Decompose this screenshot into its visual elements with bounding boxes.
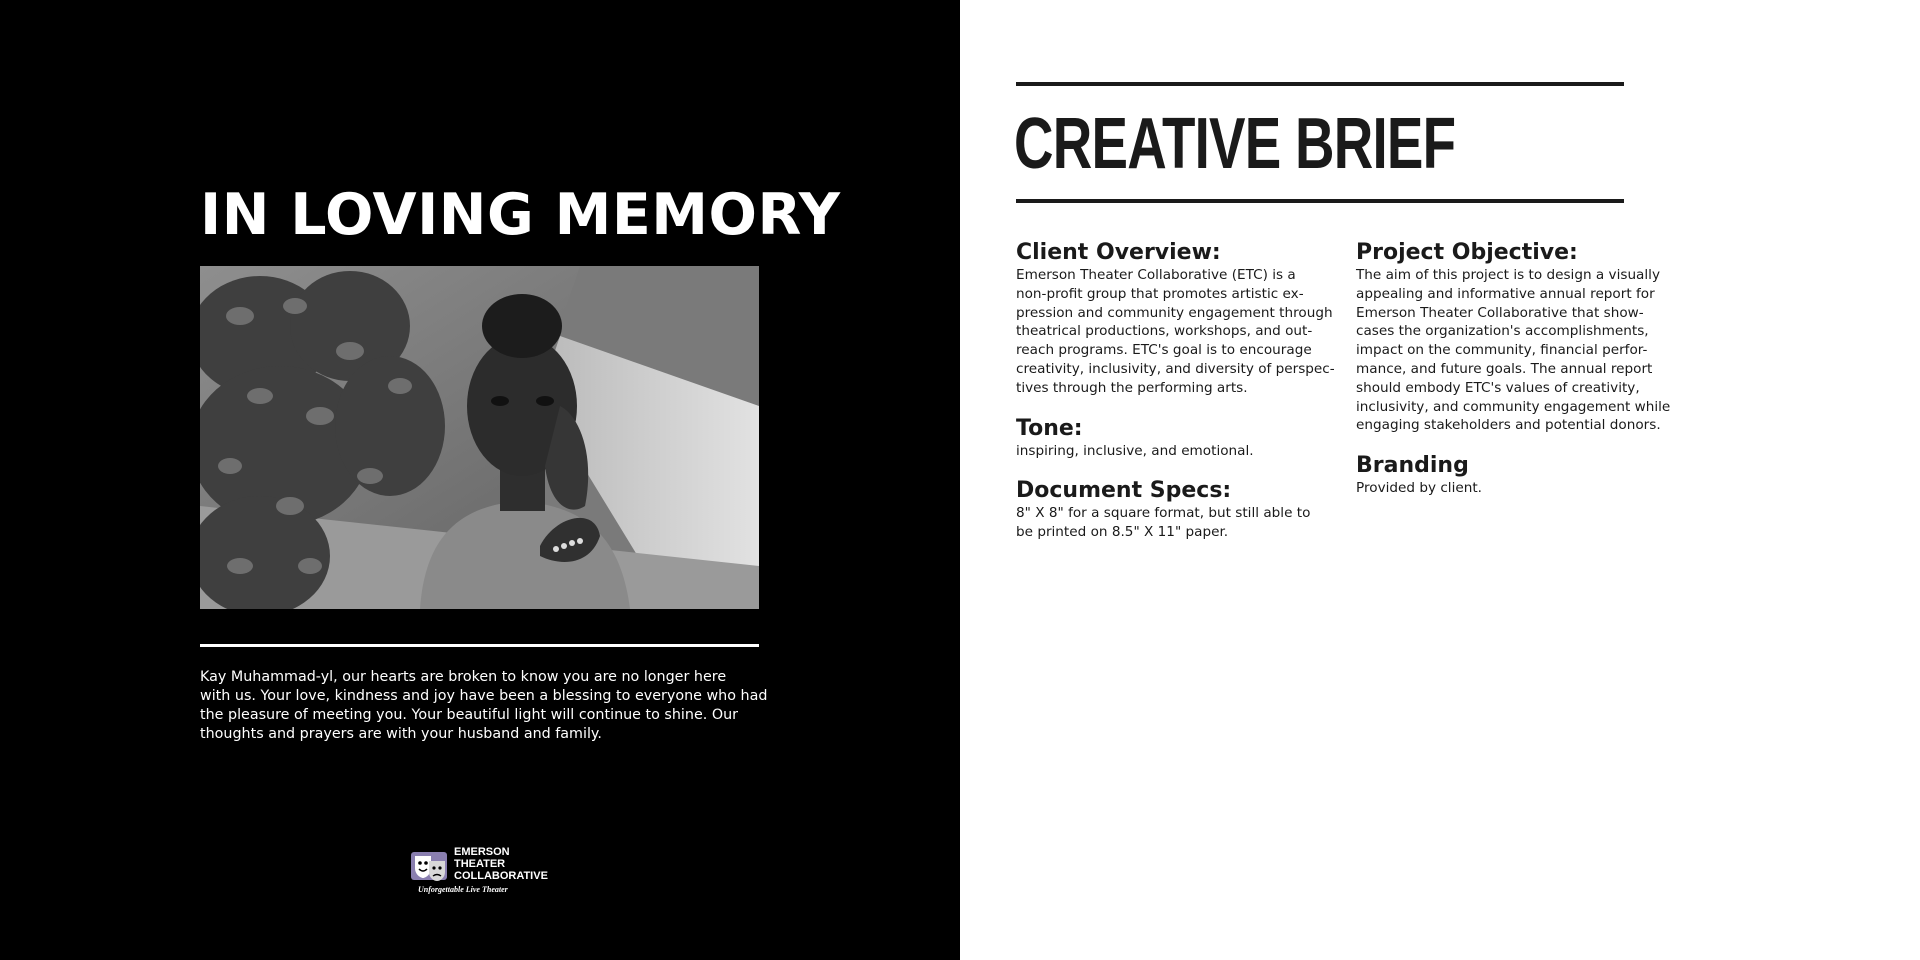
tribute-line: Kay Muhammad-yl, our hearts are broken to know you are no longer here bbox=[200, 669, 727, 685]
brief-column-right bbox=[1356, 240, 1686, 516]
body-line: cases the organization's accomplishments, bbox=[1356, 323, 1649, 340]
body-line: pression and community engagement through bbox=[1016, 304, 1333, 321]
project-objective-section bbox=[1356, 240, 1686, 435]
logo-line: COLLABORATIVE bbox=[454, 870, 548, 882]
body-line: be printed on 8.5" X 11" paper. bbox=[1016, 524, 1229, 541]
body-line: creativity, inclusivity, and diversity of perspec- bbox=[1016, 360, 1335, 377]
section-body bbox=[1356, 266, 1686, 435]
theater-masks-icon bbox=[409, 848, 451, 884]
tribute-text bbox=[200, 668, 768, 744]
body-line: engaging stakeholders and potential donors. bbox=[1356, 417, 1661, 434]
section-body bbox=[1016, 266, 1346, 398]
client-overview-section bbox=[1016, 240, 1346, 398]
section-heading: Client Overview: bbox=[1016, 240, 1221, 265]
logo-line: THEATER bbox=[454, 858, 506, 870]
body-line: Emerson Theater Collaborative that show- bbox=[1356, 304, 1644, 321]
section-body bbox=[1356, 479, 1686, 498]
body-line: inspiring, inclusive, and emotional. bbox=[1016, 442, 1254, 459]
body-line: The aim of this project is to design a visually bbox=[1356, 267, 1660, 283]
memorial-divider bbox=[200, 644, 759, 647]
tribute-line: thoughts and prayers are with your husband and family. bbox=[200, 726, 602, 742]
brief-title: CREATIVE BRIEF bbox=[1014, 104, 1456, 184]
body-line: non-profit group that promotes artistic ex- bbox=[1016, 285, 1304, 302]
section-body bbox=[1016, 442, 1346, 461]
body-line: Provided by client. bbox=[1356, 480, 1482, 497]
section-body bbox=[1016, 504, 1346, 542]
creative-brief-page bbox=[960, 0, 1920, 960]
body-line: appealing and informative annual report for bbox=[1356, 285, 1655, 302]
etc-logo bbox=[409, 846, 559, 898]
logo-wordmark bbox=[454, 846, 548, 882]
body-line: mance, and future goals. The annual report bbox=[1356, 360, 1653, 377]
section-heading: Project Objective: bbox=[1356, 240, 1578, 265]
memorial-photo bbox=[200, 266, 759, 609]
document-specs-section bbox=[1016, 478, 1346, 542]
body-line: should embody ETC's values of creativity, bbox=[1356, 379, 1640, 396]
tone-section bbox=[1016, 416, 1346, 461]
logo-line: EMERSON bbox=[454, 846, 510, 858]
logo-tagline: Unforgettable Live Theater bbox=[418, 885, 508, 894]
title-rule-bottom bbox=[1016, 199, 1624, 203]
body-line: reach programs. ETC's goal is to encourage bbox=[1016, 342, 1312, 359]
body-line: inclusivity, and community engagement while bbox=[1356, 398, 1671, 415]
section-heading: Tone: bbox=[1016, 415, 1083, 441]
body-line: tives through the performing arts. bbox=[1016, 379, 1248, 396]
body-line: Emerson Theater Collaborative (ETC) is a bbox=[1016, 267, 1296, 283]
section-heading: Branding bbox=[1356, 453, 1469, 479]
body-line: impact on the community, financial perfor- bbox=[1356, 342, 1648, 359]
body-line: theatrical productions, workshops, and out- bbox=[1016, 323, 1313, 340]
tribute-line: with us. Your love, kindness and joy have been a blessing to everyone who had bbox=[200, 688, 768, 704]
title-rule-top bbox=[1016, 82, 1624, 86]
section-heading: Document Specs: bbox=[1016, 478, 1232, 504]
brief-column-left bbox=[1016, 240, 1346, 560]
branding-section bbox=[1356, 453, 1686, 498]
memorial-title: IN LOVING MEMORY bbox=[200, 182, 841, 248]
body-line: 8" X 8" for a square format, but still able to bbox=[1016, 505, 1311, 522]
tribute-line: the pleasure of meeting you. Your beautiful light will continue to shine. Our bbox=[200, 707, 739, 723]
